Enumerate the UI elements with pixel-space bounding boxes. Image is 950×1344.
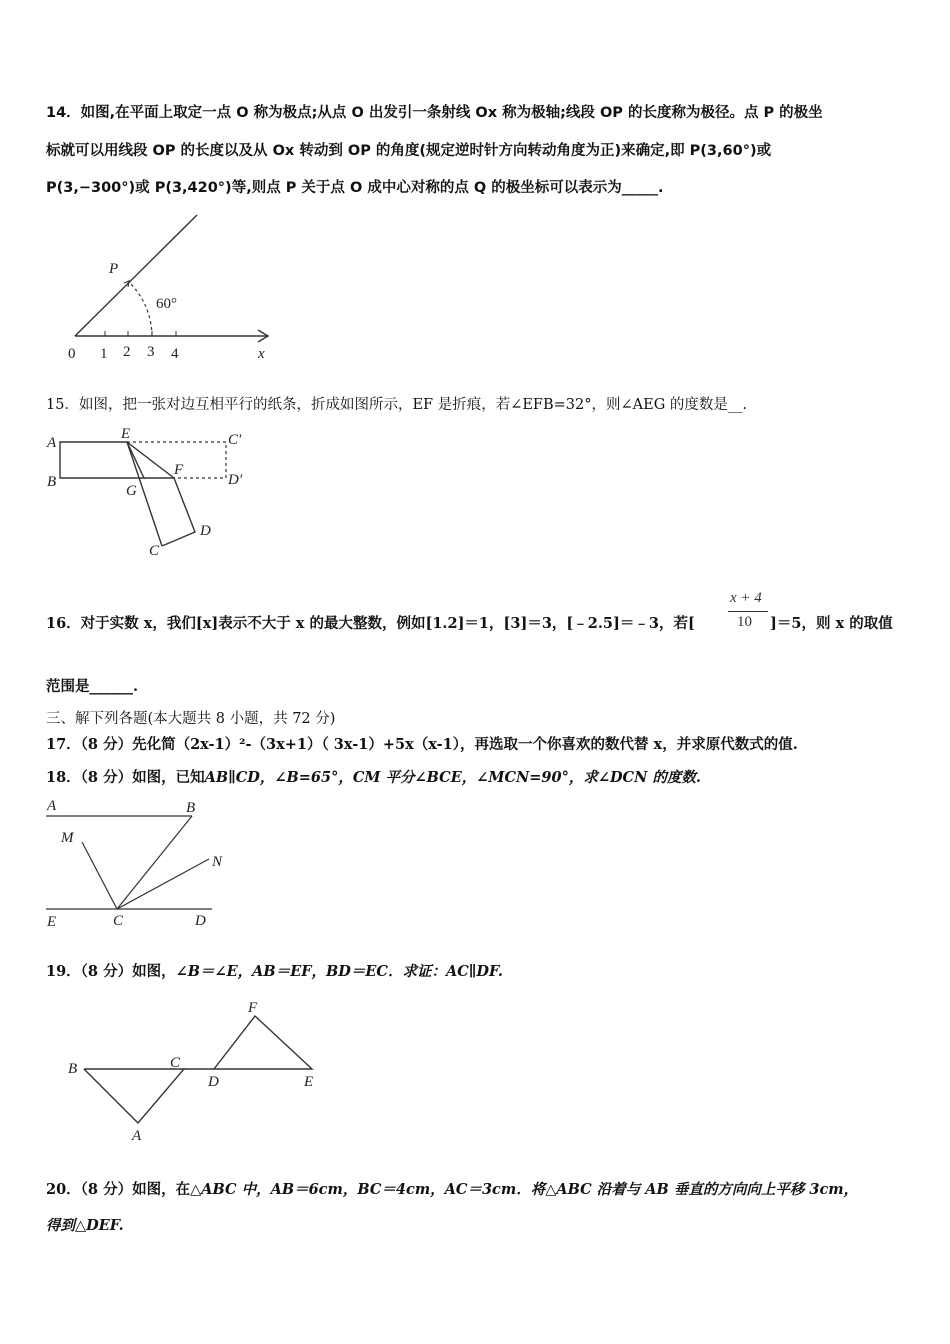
ray-op bbox=[75, 215, 197, 336]
svg-text:C: C bbox=[113, 913, 124, 929]
svg-text:E: E bbox=[121, 426, 131, 442]
q14-line-2: 标就可以用线段 OP 的长度以及从 Ox 转动到 OP 的角度(规定逆时针方向转动角度为正)来确定,即 P(3,60°)或 bbox=[46, 143, 772, 159]
svg-text:D′: D′ bbox=[228, 472, 243, 488]
q18-prefix: 18．（8 分）如图，已知 bbox=[46, 769, 205, 786]
svg-text:A: A bbox=[47, 798, 57, 814]
q20-line-2: 得到△DEF. bbox=[46, 1217, 124, 1234]
line-cm bbox=[82, 842, 117, 909]
svg-text:D: D bbox=[200, 523, 211, 539]
q16-line-1-after: ]＝5，则 x 的取值 bbox=[770, 615, 893, 632]
svg-text:C: C bbox=[170, 1055, 181, 1071]
q16-line-1-before: 16．对于实数 x，我们[x]表示不大于 x 的最大整数，例如[1.2]＝1，[3]＝3，[﹣2.5]＝﹣3，若[ bbox=[46, 615, 695, 632]
q20-line-1-rest: ABC 中，AB＝6cm，BC＝4cm，AC＝3cm．将△ABC 沿着与 AB 垂直的方向向上平移 3cm， bbox=[201, 1181, 859, 1198]
svg-text:D: D bbox=[208, 1074, 219, 1090]
svg-text:C: C bbox=[149, 543, 160, 559]
triangle-abc bbox=[84, 1069, 184, 1123]
section-3-title: 三、解下列各题(本大题共 8 小题，共 72 分) bbox=[46, 711, 336, 727]
tick-4: 4 bbox=[171, 346, 179, 362]
line-cn bbox=[117, 859, 209, 909]
tick-3: 3 bbox=[147, 344, 155, 360]
q17-text: 17．（8 分）先化简（2x-1）²-（3x+1）（ 3x-1）+5x（x-1），再选取一个你喜欢的数代替 x，并求原代数式的值. bbox=[46, 736, 798, 753]
svg-text:D: D bbox=[195, 913, 206, 929]
q16-line-2: 范围是______. bbox=[46, 678, 139, 695]
svg-text:A: A bbox=[132, 1128, 142, 1144]
angle-arc bbox=[129, 282, 152, 336]
q18-figure bbox=[44, 798, 234, 933]
q19-text bbox=[46, 962, 503, 982]
q16-frac-bar bbox=[728, 611, 768, 612]
q19-figure bbox=[64, 996, 334, 1146]
label-p: P bbox=[109, 261, 119, 277]
q18-math: AB∥CD，∠B=65°，CM 平分∠BCE，∠MCN=90°，求∠DCN 的度数. bbox=[204, 769, 701, 786]
triangle-dfe bbox=[214, 1016, 312, 1069]
svg-text:B: B bbox=[186, 800, 196, 816]
q15-fold-figure bbox=[44, 424, 249, 559]
q14-line-1: 14．如图,在平面上取定一点 O 称为极点;从点 O 出发引一条射线 Ox 称为极轴;线段 OP 的长度称为极径。点 P 的极坐 bbox=[46, 105, 823, 121]
svg-text:M: M bbox=[61, 830, 74, 846]
q20-prefix: 20．（8 分）如图，在△ bbox=[46, 1181, 202, 1198]
tick-1: 1 bbox=[100, 346, 108, 362]
svg-text:N: N bbox=[212, 854, 223, 870]
svg-text:B: B bbox=[68, 1061, 78, 1077]
line-cb bbox=[117, 816, 192, 909]
label-x: x bbox=[258, 346, 265, 362]
q19-math: ∠B＝∠E，AB＝EF，BD＝EC．求证：AC∥DF. bbox=[175, 963, 503, 980]
svg-text:A: A bbox=[47, 435, 57, 451]
q16-frac-den: 10 bbox=[737, 614, 752, 630]
svg-text:F: F bbox=[174, 462, 184, 478]
label-60: 60° bbox=[156, 296, 177, 312]
q18-text bbox=[46, 768, 701, 788]
svg-text:G: G bbox=[126, 483, 137, 499]
q20-line-1 bbox=[46, 1180, 858, 1200]
tick-0: 0 bbox=[68, 346, 76, 362]
q15-text: 15．如图，把一张对边互相平行的纸条，折成如图所示，EF 是折痕，若∠EFB=32°，则∠AEG 的度数是__. bbox=[46, 397, 748, 413]
q19-prefix: 19．（8 分）如图， bbox=[46, 963, 176, 980]
svg-text:C′: C′ bbox=[228, 432, 242, 448]
tick-2: 2 bbox=[123, 344, 131, 360]
q14-line-3: P(3,−300°)或 P(3,420°)等,则点 P 关于点 O 成中心对称的点 Q 的极坐标可以表示为_____. bbox=[46, 180, 664, 196]
svg-text:E: E bbox=[47, 914, 57, 930]
q14-polar-figure bbox=[60, 215, 280, 365]
svg-text:E: E bbox=[304, 1074, 314, 1090]
svg-text:F: F bbox=[248, 1000, 258, 1016]
q16-frac-num: x + 4 bbox=[730, 590, 762, 606]
svg-text:B: B bbox=[47, 474, 57, 490]
